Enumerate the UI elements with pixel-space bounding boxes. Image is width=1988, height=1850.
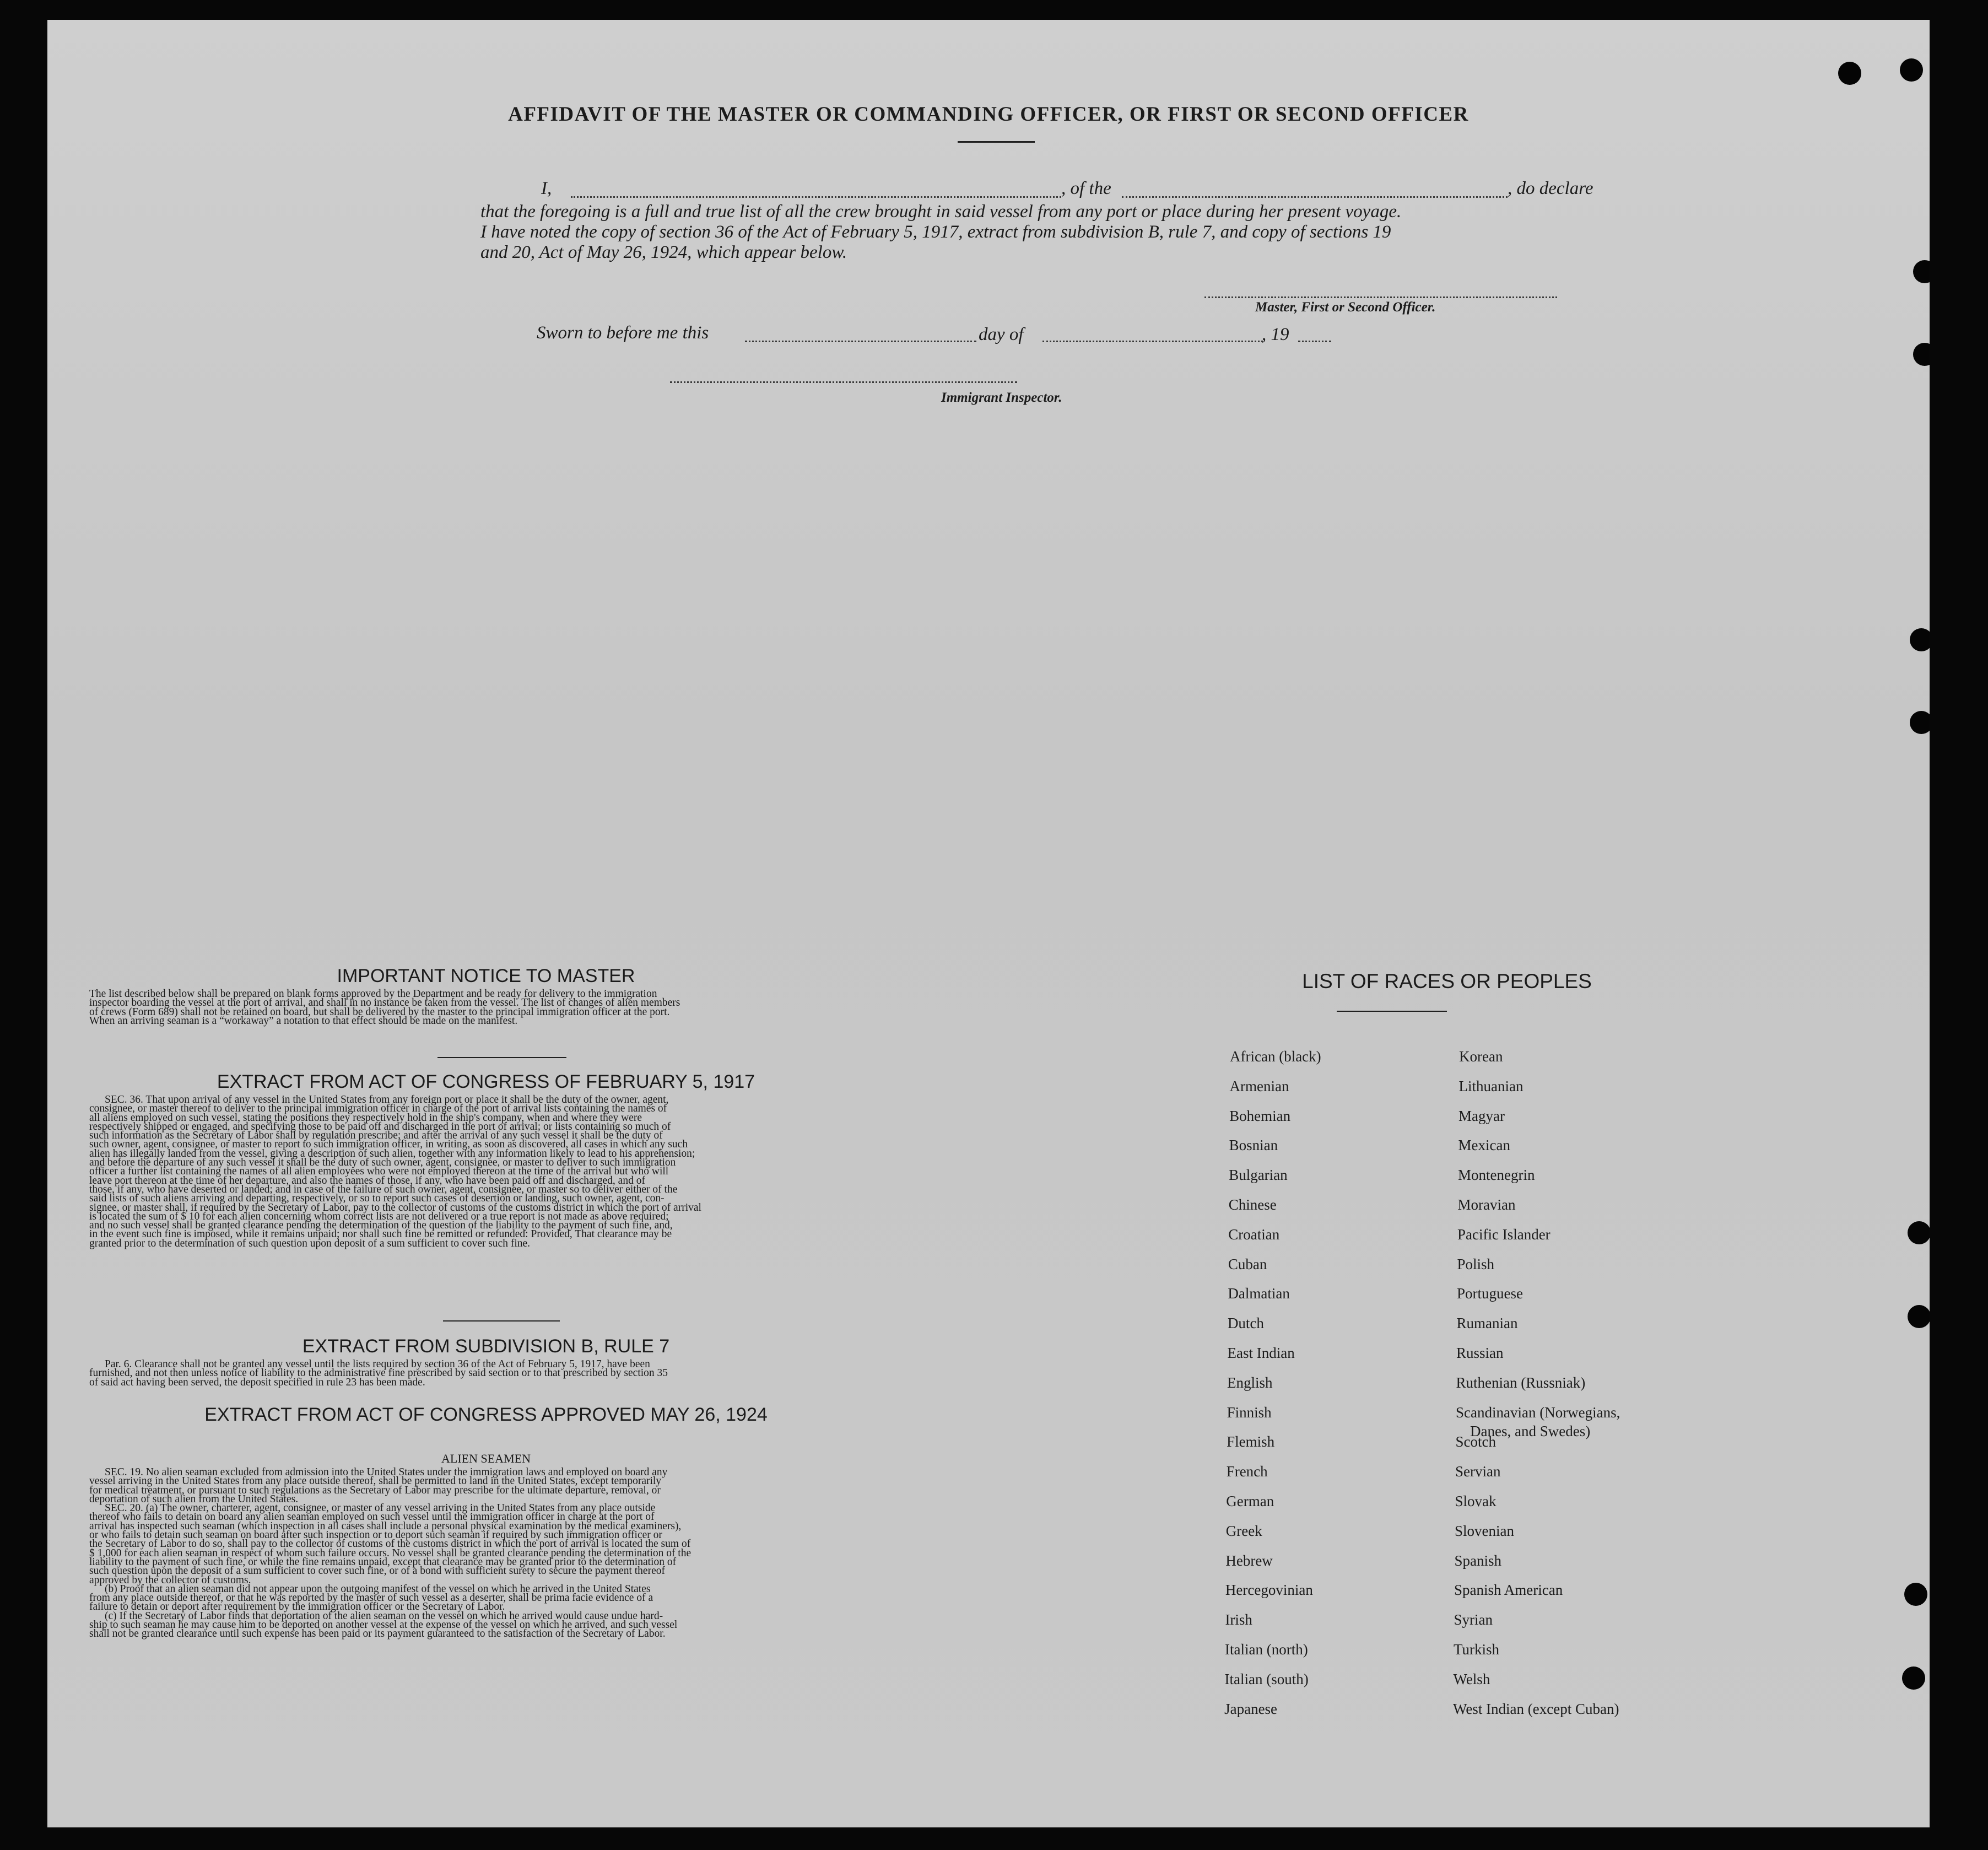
form-page — [47, 20, 1930, 1827]
race-item: Welsh — [1453, 1670, 1490, 1687]
master-signature-line[interactable] — [1204, 296, 1557, 298]
punch-hole-6 — [1908, 1305, 1930, 1328]
rule-7-line: of said act having been served, the deposit specified in rule 23 has been made. — [89, 1376, 425, 1388]
extract-1917-line: all aliens employed on such vessel, stating the positions they respectively hold in the ship's company, when and where they were — [89, 1112, 642, 1124]
punch-hole-7 — [1904, 1583, 1927, 1606]
notice-title: IMPORTANT NOTICE TO MASTER — [337, 966, 635, 986]
race-item: French — [1226, 1463, 1268, 1480]
affidavit-of-the-label: , of the — [1061, 179, 1111, 198]
race-item: Rumanian — [1456, 1315, 1518, 1332]
race-item: Syrian — [1454, 1611, 1493, 1628]
sworn-year-label: , 19 — [1262, 325, 1289, 344]
affidavit-line-4: and 20, Act of May 26, 1924, which appear below. — [480, 242, 847, 262]
notice-line: When an arriving seaman is a “workaway” a notation to that effect should be made on the manifest. — [89, 1015, 518, 1027]
race-item: Pacific Islander — [1457, 1226, 1551, 1243]
extract-1924-line: from any place outside thereof, or that he was reported by the master of such vessel as a deserter, shall be prima facie evidence of a — [89, 1592, 653, 1604]
extract-1917-line: such owner, agent, consignee, or master to report to such immigration officer, in writing, as soon as discovered, all cases in which any such — [89, 1139, 688, 1151]
punch-hole-4 — [1910, 711, 1930, 734]
race-item: Mexican — [1458, 1137, 1510, 1154]
race-item: Bosnian — [1229, 1137, 1278, 1154]
race-item: African (black) — [1230, 1048, 1321, 1065]
race-item: Croatian — [1228, 1226, 1280, 1243]
extract-1917-line: those, if any, who have deserted or landed; and in case of the failure of such owner, agent, consignee, or master so to deliver either of the — [89, 1183, 678, 1195]
extract-1917-line: said lists of such aliens arriving and departing, respectively, or so to report such cases of desertion or landing, such owner, agent, con- — [89, 1193, 665, 1205]
extract-1924-line: (b) Proof that an alien seaman did not appear upon the outgoing manifest of the vessel on which he arrived in the United States — [105, 1583, 651, 1595]
sworn-month-field[interactable] — [1042, 341, 1263, 342]
extract-1924-body — [89, 1468, 907, 1639]
sworn-day-field[interactable] — [745, 341, 976, 342]
extract-1924-line: arrival has inspected such seaman (which inspection in all cases shall include a personal physical examination by the medical examiners), — [89, 1520, 682, 1532]
extract-1924-line: such question upon the deposit of a sum sufficient to cover such fine, or of a bond with sufficient surety to secure the payment thereof — [89, 1565, 665, 1577]
notice-line: of crews (Form 689) shall not be retained on board, but shall be delivered by the master to the principal immigration officer at the port. — [89, 1006, 670, 1018]
race-item: Chinese — [1228, 1196, 1277, 1213]
race-item: Polish — [1457, 1255, 1495, 1272]
race-item: Hebrew — [1225, 1552, 1273, 1569]
sworn-prefix: Sworn to before me this — [537, 323, 709, 343]
extract-1924-line: failure to detain or deport after requirement by the immigration officer or the Secretary of Labor. — [89, 1601, 505, 1613]
extract-1917-line: respectively shipped or engaged, and specifying those to be paid off and discharged in the port of arrival; or lists containing so much of — [89, 1120, 671, 1132]
race-item: Armenian — [1229, 1077, 1289, 1094]
race-item: Italian (north) — [1225, 1641, 1308, 1658]
extract-1924-line: thereof who fails to detain on board any alien seaman employed on such vessel until the immigration officer in charge at the port of — [89, 1511, 655, 1523]
race-item: Italian (south) — [1224, 1670, 1309, 1687]
race-item: Irish — [1225, 1611, 1252, 1628]
extract-1917-line: consignee, or master thereof to deliver to the principal immigration officer in charge of the port of arrival lists containing the names of — [89, 1103, 667, 1115]
affidavit-title-rule — [958, 141, 1035, 143]
alien-seamen-subtitle: ALIEN SEAMEN — [441, 1452, 531, 1465]
race-item: Hercegovinian — [1225, 1582, 1313, 1599]
race-item: Cuban — [1228, 1255, 1267, 1272]
extract-1917-line: and before the departure of any such vessel it shall be the duty of such owner, agent, consignee, or master to deliver to such immigration — [89, 1157, 676, 1169]
race-item: Russian — [1456, 1345, 1504, 1361]
punch-hole-8 — [1902, 1666, 1925, 1690]
extract-1924-line: for medical treatment, or pursuant to such regulations as the Secretary of Labor may prescribe for the ultimate departure, removal, or — [89, 1484, 661, 1496]
extract-1924-line: or who fails to detain such seaman on board after such inspection or to deport such seaman if required by such immigration officer or — [89, 1529, 662, 1541]
race-item: Finnish — [1227, 1404, 1272, 1421]
races-title-rule — [1337, 1011, 1447, 1012]
extract-1917-title: EXTRACT FROM ACT OF CONGRESS OF FEBRUARY 5, 1917 — [217, 1071, 755, 1092]
rule-7-title: EXTRACT FROM SUBDIVISION B, RULE 7 — [302, 1336, 670, 1357]
master-name-field[interactable] — [571, 196, 1061, 198]
punch-hole-5 — [1908, 1221, 1930, 1244]
race-item: Spanish American — [1454, 1582, 1563, 1599]
race-item: East Indian — [1227, 1345, 1295, 1361]
race-item: Bulgarian — [1229, 1167, 1288, 1184]
race-item: Magyar — [1458, 1107, 1505, 1124]
extract-1924-line: liability to the payment of such fine, or while the fine remains unpaid, except that clearance may be granted prior to the determination of — [89, 1556, 677, 1568]
extract-1917-line: is located the sum of $ 10 for each alien concerning whom correct lists are not delivered or a true report is not made as above required; — [89, 1210, 669, 1222]
race-item: Portuguese — [1457, 1285, 1523, 1302]
notice-line: The list described below shall be prepared on blank forms approved by the Department and be ready for delivery to the immigration — [89, 988, 657, 1000]
races-title: LIST OF RACES OR PEOPLES — [1302, 970, 1592, 993]
race-item: Servian — [1455, 1463, 1501, 1480]
extract-1917-body — [89, 1096, 907, 1248]
race-item: Montenegrin — [1458, 1167, 1535, 1184]
extract-1924-line: shall not be granted clearance until such expense has been paid or its payment guaranteed to the satisfaction of the Secretary of Labor. — [89, 1628, 666, 1640]
rule-7-line: furnished, and not then unless notice of liability to the administrative fine prescribed by said section or to that prescribed by section 35 — [89, 1367, 668, 1379]
race-item: Moravian — [1457, 1196, 1516, 1213]
inspector-label: Immigrant Inspector. — [941, 390, 1062, 405]
rule-7-body — [89, 1360, 907, 1387]
extract-1917-line: leave port thereon at the time of her departure, and also the names of those, if any, who have been paid off and discharged, and of — [89, 1174, 645, 1186]
extract-1917-line: SEC. 36. That upon arrival of any vessel in the United States from any foreign port or place it shall be the duty of the owner, agent, — [105, 1094, 669, 1105]
race-item: Dutch — [1227, 1315, 1264, 1332]
notice-body — [89, 990, 907, 1026]
race-item: Lithuanian — [1458, 1077, 1524, 1094]
race-item: Scotch — [1455, 1433, 1496, 1450]
affidavit-line-2: that the foregoing is a full and true list of all the crew brought in said vessel from any port or place during her present voyage. — [480, 202, 1402, 222]
affidavit-declare-label: , do declare — [1508, 179, 1593, 198]
extract-1917-divider — [443, 1320, 560, 1322]
sworn-year-field[interactable] — [1298, 341, 1331, 342]
race-item: Dalmatian — [1228, 1285, 1290, 1302]
race-item: Flemish — [1227, 1433, 1275, 1450]
extract-1924-line: the Secretary of Labor to do so, shall pay to the collector of customs of the customs district in which the port of arrival is located the sum of — [89, 1538, 691, 1550]
race-item: Spanish — [1454, 1552, 1502, 1569]
extract-1917-line: signee, or master shall, if required by the Secretary of Labor, pay to the collector of customs of the customs district in which the port of arrival — [89, 1201, 701, 1213]
race-item: Japanese — [1224, 1700, 1278, 1717]
punch-hole-top-2 — [1900, 58, 1923, 82]
punch-hole-top-1 — [1838, 62, 1861, 85]
race-item: Ruthenian (Russniak) — [1456, 1374, 1586, 1391]
punch-hole-3 — [1910, 628, 1930, 651]
race-item: Greek — [1225, 1522, 1262, 1539]
punch-hole-2 — [1913, 343, 1930, 366]
race-item: German — [1226, 1493, 1274, 1509]
extract-1917-line: granted prior to the determination of such question upon deposit of a sum sufficient to cover such fine. — [89, 1237, 531, 1249]
extract-1917-line: officer a further list containing the names of all alien employees who were not employed thereon at the time of the arrival but who will — [89, 1166, 669, 1178]
extract-1924-line: (c) If the Secretary of Labor finds that deportation of the alien seaman on the vessel on which he arrived would cause undue hard- — [105, 1610, 663, 1622]
extract-1924-line: SEC. 19. No alien seaman excluded from admission into the United States under the immigration laws and employed on board any — [105, 1466, 668, 1478]
extract-1924-line: deportation of such alien from the United States. — [89, 1493, 299, 1505]
master-signature-label: Master, First or Second Officer. — [1255, 300, 1436, 315]
sworn-day-of-label: day of — [979, 325, 1024, 344]
race-item: Bohemian — [1229, 1107, 1291, 1124]
rule-7-line: Par. 6. Clearance shall not be granted any vessel until the lists required by section 36 of the Act of February 5, 1917, have been — [105, 1358, 650, 1370]
vessel-name-field[interactable] — [1122, 196, 1508, 198]
extract-1917-line: in the event such fine is imposed, while it remains unpaid; nor shall such fine be remitted or refunded: Provided, That clearance may be — [89, 1228, 672, 1240]
race-item: Korean — [1459, 1048, 1503, 1065]
extract-1924-title: EXTRACT FROM ACT OF CONGRESS APPROVED MAY 26, 1924 — [204, 1404, 768, 1425]
extract-1924-line: vessel arriving in the United States from any place outside thereof, shall be permitted to land in the United States, except temporarily — [89, 1475, 662, 1487]
race-item: Turkish — [1454, 1641, 1500, 1658]
extract-1924-line: SEC. 20. (a) The owner, charterer, agent, consignee, or master of any vessel arriving in the United States from any place outside — [105, 1502, 656, 1514]
race-item-continuation: Danes, and Swedes) — [1470, 1423, 1591, 1439]
extract-1917-line: and no such vessel shall be granted clearance pending the determination of the question of the liability to the payment of such fine, and, — [89, 1220, 673, 1232]
race-item: English — [1227, 1374, 1273, 1391]
extract-1924-line: approved by the collector of customs. — [89, 1574, 251, 1586]
inspector-signature-line[interactable] — [670, 381, 1017, 383]
race-item: Scandinavian (Norwegians, — [1456, 1404, 1620, 1421]
punch-hole-1 — [1913, 260, 1930, 283]
race-item: Slovak — [1455, 1493, 1497, 1509]
notice-divider — [437, 1057, 566, 1058]
extract-1917-line: such information as the Secretary of Labor shall by regulation prescribe; and after the arrival of any such vessel it shall be the duty of — [89, 1130, 663, 1142]
race-item: West Indian (except Cuban) — [1453, 1700, 1619, 1717]
affidavit-title: AFFIDAVIT OF THE MASTER OR COMMANDING OFFICER, OR FIRST OR SECOND OFFICER — [508, 103, 1469, 126]
extract-1917-line: alien has illegally landed from the vessel, giving a description of such alien, together with any information likely to lead to his apprehension; — [89, 1147, 695, 1159]
notice-line: inspector boarding the vessel at the port of arrival, and shall in no instance be taken from the vessel. The list of changes of alien members — [89, 997, 680, 1009]
affidavit-i-label: I, — [541, 179, 552, 198]
affidavit-line-3: I have noted the copy of section 36 of the Act of February 5, 1917, extract from subdivision B, rule 7, and copy of sections 19 — [480, 222, 1391, 242]
extract-1924-line: ship to such seaman he may cause him to be deported on another vessel at the expense of the vessel on which he arrived, and such vessel — [89, 1619, 678, 1631]
extract-1924-line: $ 1,000 for each alien seaman in respect of whom such failure occurs. No vessel shall be granted clearance pending the determination of the — [89, 1547, 692, 1559]
race-item: Slovenian — [1455, 1522, 1514, 1539]
